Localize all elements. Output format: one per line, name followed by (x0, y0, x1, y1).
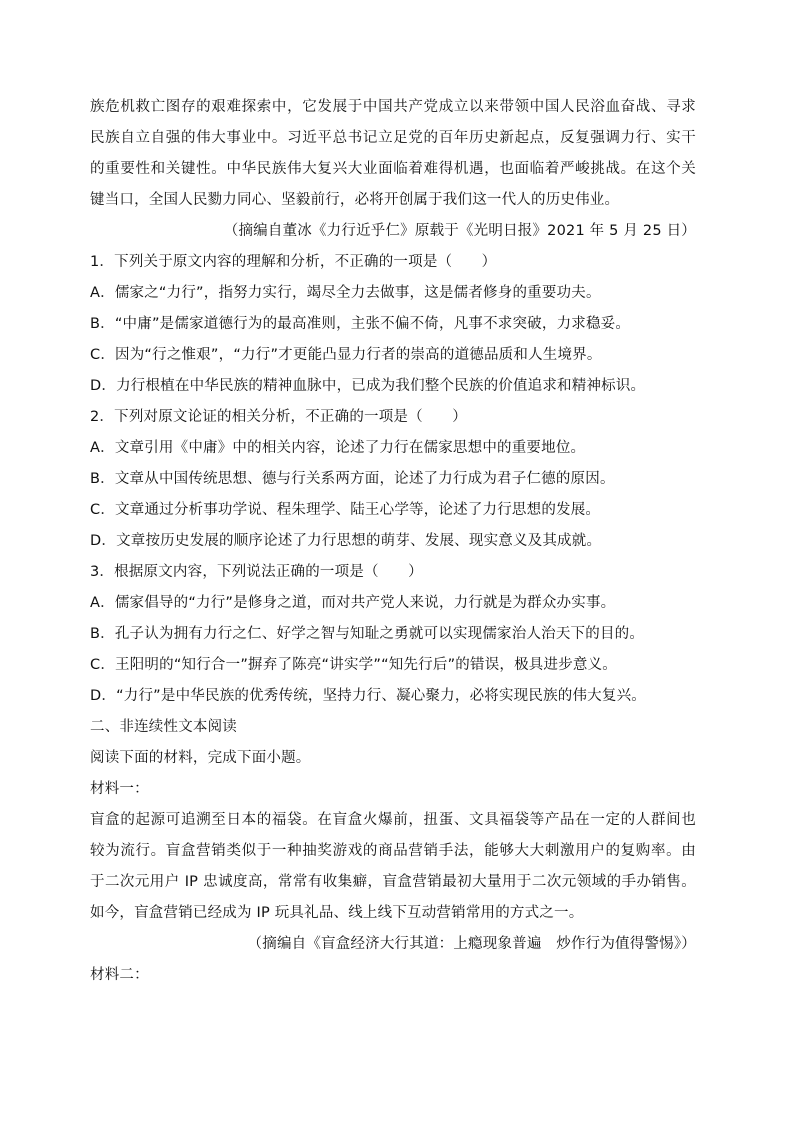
source-citation-2: （摘编自《盲盒经济大行其道：上瘾现象普遍 炒作行为值得警惕》） (247, 936, 696, 952)
question-2-stem: 2．下列对原文论证的相关分析，不正确的一项是（ ） (90, 409, 467, 425)
reading-instruction: 阅读下面的材料，完成下面小题。 (90, 750, 311, 766)
question-2-option-b: B．文章从中国传统思想、德与行关系两方面，论述了力行成为君子仁德的原因。 (90, 471, 615, 487)
question-3-option-b: B．孔子认为拥有力行之仁、好学之智与知耻之勇就可以实现儒家治人治天下的目的。 (90, 626, 645, 642)
document-page (90, 92, 696, 991)
intro-line-1: 族危机救亡图存的艰难探索中，它发展于中国共产党成立以来带领中国人民浴血奋战、寻求 (90, 99, 696, 115)
section-heading: 二、非连续性文本阅读 (90, 719, 237, 735)
question-2-option-a: A．文章引用《中庸》中的相关内容，论述了力行在儒家思想中的重要地位。 (90, 440, 586, 456)
material-1-line-2: 较为流行。盲盒营销类似于一种抽奖游戏的商品营销手法，能够大大刺激用户的复购率。由 (90, 843, 696, 859)
intro-paragraph (90, 92, 696, 216)
source-citation-1: （摘编自董冰《力行近乎仁》原载于《光明日报》2021 年 5 月 25 日） (223, 223, 696, 239)
question-2-option-d: D．文章按历史发展的顺序论述了力行思想的萌芽、发展、现实意义及其成就。 (90, 533, 602, 549)
question-1 (90, 247, 696, 402)
material-1-line-3: 于二次元用户 IP 忠诚度高，常常有收集癖，盲盒营销最初大量用于二次元领域的手办销售。 (90, 874, 696, 890)
material-2-label: 材料二： (90, 967, 149, 983)
question-2-option-c: C．文章通过分析事功学说、程朱理学、陆王心学等，论述了力行思想的发展。 (90, 502, 601, 518)
question-1-option-b: B．“中庸”是儒家道德行为的最高准则，主张不偏不倚，凡事不求突破，力求稳妥。 (90, 316, 631, 332)
material-1-line-4: 如今，盲盒营销已经成为 IP 玩具礼品、线上线下互动营销常用的方式之一。 (90, 905, 584, 921)
intro-line-4: 键当口，全国人民勠力同心、坚毅前行，必将开创属于我们这一代人的历史伟业。 (90, 192, 620, 208)
material-1-label: 材料一： (90, 781, 149, 797)
question-3-option-d: D．“力行”是中华民族的优秀传统，坚持力行、凝心聚力，必将实现民族的伟大复兴。 (90, 688, 646, 704)
question-3 (90, 557, 696, 712)
intro-line-2: 民族自立自强的伟大事业中。习近平总书记立足党的百年历史新起点，反复强调力行、实干 (90, 130, 696, 146)
intro-line-3: 的重要性和关键性。中华民族伟大复兴大业面临着难得机遇，也面临着严峻挑战。在这个关 (90, 161, 696, 177)
question-3-option-c: C．王阳明的“知行合一”摒弃了陈亮“讲实学”“知先行后”的错误，极具进步意义。 (90, 657, 617, 673)
question-1-option-d: D．力行根植在中华民族的精神血脉中，已成为我们整个民族的价值追求和精神标识。 (90, 378, 646, 394)
question-1-option-a: A．儒家之“力行”，指努力实行，竭尽全力去做事，这是儒者修身的重要功夫。 (90, 285, 601, 301)
question-2 (90, 402, 696, 557)
question-1-option-c: C．因为“行之惟艰”，“力行”才更能凸显力行者的崇高的道德品质和人生境界。 (90, 347, 602, 363)
question-3-option-a: A．儒家倡导的“力行”是修身之道，而对共产党人来说，力行就是为群众办实事。 (90, 595, 616, 611)
material-1-paragraph (90, 805, 696, 929)
question-1-stem: 1．下列关于原文内容的理解和分析，不正确的一项是（ ） (90, 254, 497, 270)
question-3-stem: 3．根据原文内容，下列说法正确的一项是（ ） (90, 564, 423, 580)
material-1-line-1: 盲盒的起源可追溯至日本的福袋。在盲盒火爆前，扭蛋、文具福袋等产品在一定的人群间也 (90, 812, 696, 828)
